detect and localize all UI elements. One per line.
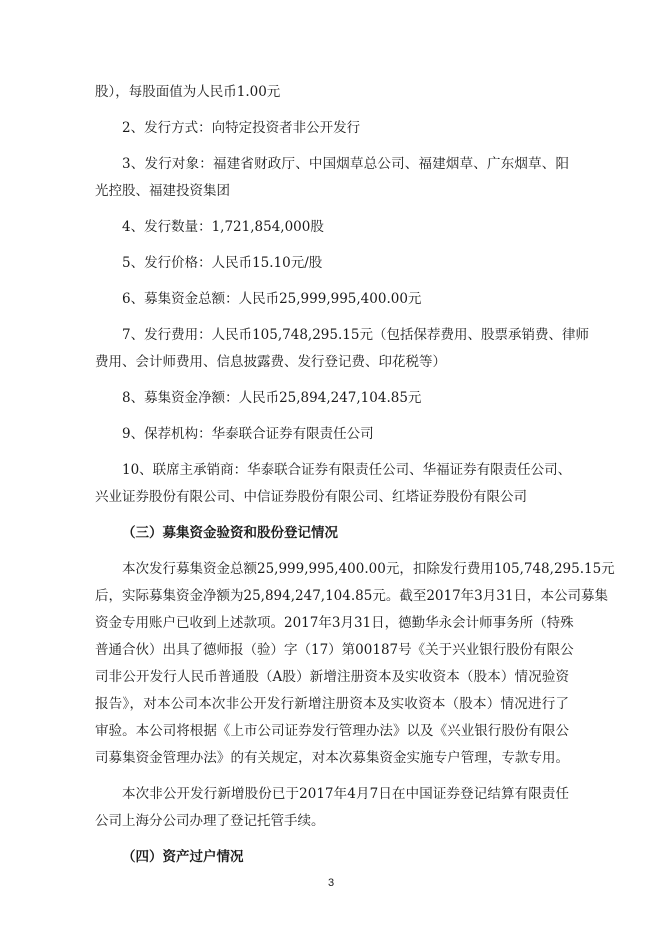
paragraph-line: 后，实际募集资金净额为25,894,247,104.85元。截至2017年3月31日，本公司募集 bbox=[95, 588, 608, 604]
list-item-lead-underwriters-cont: 兴业证券股份有限公司、中信证券股份有限公司、红塔证券股份有限公司 bbox=[95, 489, 527, 505]
section-heading-capital-verification: （三）募集资金验资和股份登记情况 bbox=[122, 525, 338, 541]
paragraph-line: 报告》，对本公司本次非公开发行新增注册资本及实收资本（股本）情况进行了 bbox=[95, 696, 569, 712]
paragraph-line: 公司上海分公司办理了登记托管手续。 bbox=[95, 813, 325, 829]
list-item-issue-quantity: 4、发行数量：1,721,854,000股 bbox=[122, 219, 324, 235]
paragraph-line: 审验。本公司将根据《上市公司证券发行管理办法》以及《兴业银行股份有限公 bbox=[95, 723, 569, 739]
paragraph-line: 司募集资金管理办法》的有关规定，对本次募集资金实施专户管理，专款专用。 bbox=[95, 750, 569, 766]
paragraph-line: 本次发行募集资金总额25,999,995,400.00元，扣除发行费用105,748,295.15元 bbox=[122, 561, 615, 577]
paragraph-line: 股），每股面值为人民币1.00元 bbox=[95, 84, 281, 100]
paragraph-line: 司非公开发行人民币普通股（A股）新增注册资本及实收资本（股本）情况验资 bbox=[95, 669, 569, 685]
page-number: 3 bbox=[327, 877, 335, 889]
section-heading-asset-transfer: （四）资产过户情况 bbox=[122, 849, 244, 865]
list-item-issue-targets-cont: 光控股、福建投资集团 bbox=[95, 183, 230, 199]
list-item-issue-costs-cont: 费用、会计师费用、信息披露费、发行登记费、印花税等） bbox=[95, 354, 446, 370]
list-item-issue-targets: 3、发行对象：福建省财政厅、中国烟草总公司、福建烟草、广东烟草、阳 bbox=[122, 156, 569, 172]
paragraph-line: 资金专用账户已收到上述款项。2017年3月31日，德勤华永会计师事务所（特殊 bbox=[95, 615, 574, 631]
list-item-lead-underwriters: 10、联席主承销商：华泰联合证券有限责任公司、华福证券有限责任公司、 bbox=[122, 462, 572, 478]
paragraph-line: 本次非公开发行新增股份已于2017年4月7日在中国证券登记结算有限责任 bbox=[122, 786, 569, 802]
paragraph-line: 普通合伙）出具了德师报（验）字（17）第00187号《关于兴业银行股份有限公 bbox=[95, 642, 574, 658]
list-item-issue-method: 2、发行方式：向特定投资者非公开发行 bbox=[122, 120, 361, 136]
list-item-total-proceeds: 6、募集资金总额：人民币25,999,995,400.00元 bbox=[122, 291, 422, 307]
list-item-issue-price: 5、发行价格：人民币15.10元/股 bbox=[122, 255, 323, 271]
list-item-net-proceeds: 8、募集资金净额：人民币25,894,247,104.85元 bbox=[122, 390, 422, 406]
list-item-sponsor: 9、保荐机构：华泰联合证券有限责任公司 bbox=[122, 426, 374, 442]
list-item-issue-costs: 7、发行费用：人民币105,748,295.15元（包括保荐费用、股票承销费、律师 bbox=[122, 327, 589, 343]
